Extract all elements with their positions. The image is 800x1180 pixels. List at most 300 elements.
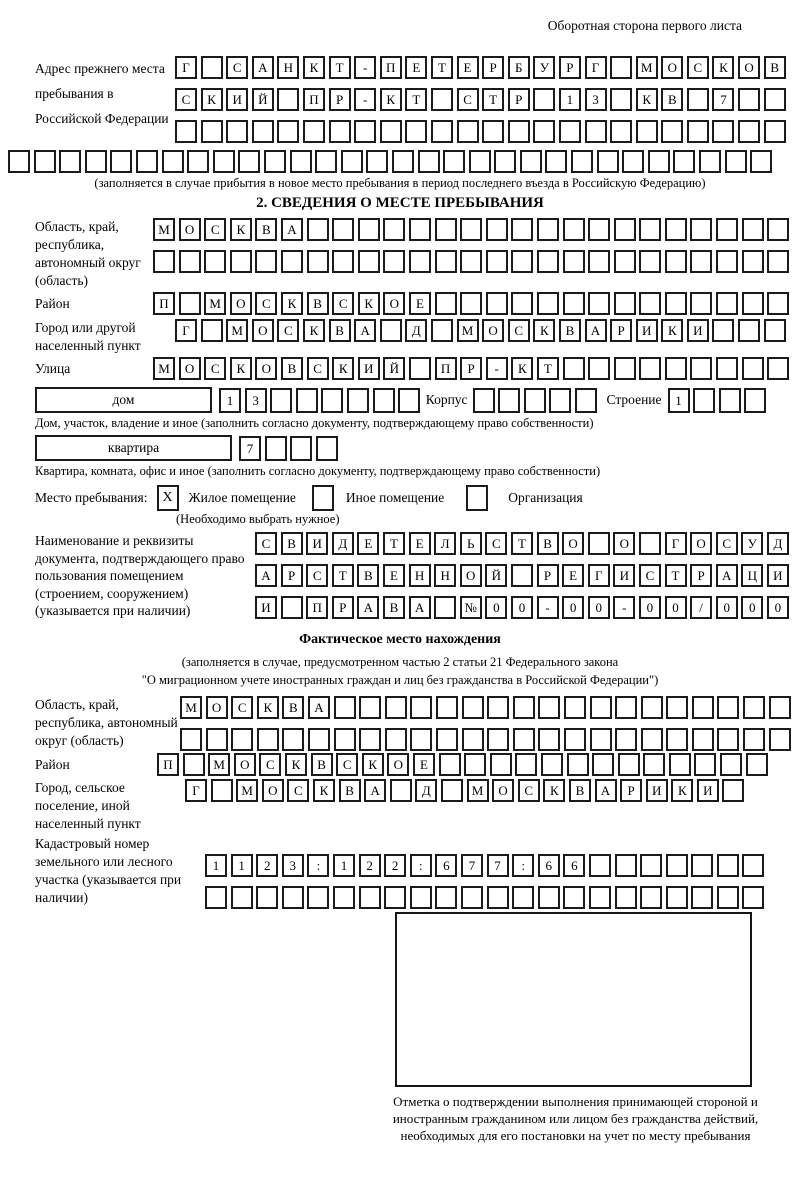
form-cell[interactable]: Т xyxy=(383,532,405,555)
form-cell[interactable]: О xyxy=(206,696,228,719)
form-cell[interactable] xyxy=(592,753,614,776)
form-cell[interactable]: В xyxy=(329,319,351,342)
form-cell[interactable] xyxy=(390,779,412,802)
form-cell[interactable]: К xyxy=(332,357,354,380)
form-cell[interactable] xyxy=(435,886,457,909)
form-cell[interactable]: Д xyxy=(767,532,789,555)
form-cell[interactable]: Б xyxy=(508,56,530,79)
form-cell[interactable]: С xyxy=(687,56,709,79)
form-cell[interactable]: К xyxy=(533,319,555,342)
form-cell[interactable]: К xyxy=(511,357,533,380)
form-cell[interactable]: О xyxy=(661,56,683,79)
form-cell[interactable]: Т xyxy=(329,56,351,79)
form-cell[interactable]: 7 xyxy=(487,854,509,877)
form-cell[interactable]: К xyxy=(201,88,223,111)
form-cell[interactable] xyxy=(380,319,402,342)
form-cell[interactable]: Ь xyxy=(460,532,482,555)
form-cell[interactable] xyxy=(717,728,739,751)
form-cell[interactable] xyxy=(742,854,764,877)
form-cell[interactable] xyxy=(435,250,457,273)
form-cell[interactable]: Р xyxy=(508,88,530,111)
form-cell[interactable]: К xyxy=(380,88,402,111)
form-cell[interactable] xyxy=(563,357,585,380)
form-cell[interactable] xyxy=(641,728,663,751)
form-cell[interactable]: О xyxy=(690,532,712,555)
form-cell[interactable]: 1 xyxy=(333,854,355,877)
form-cell[interactable]: 2 xyxy=(359,854,381,877)
form-cell[interactable] xyxy=(231,886,253,909)
form-cell[interactable] xyxy=(443,150,465,173)
form-cell[interactable]: Г xyxy=(185,779,207,802)
form-cell[interactable]: С xyxy=(307,357,329,380)
form-cell[interactable]: А xyxy=(585,319,607,342)
form-cell[interactable] xyxy=(410,886,432,909)
form-cell[interactable] xyxy=(643,753,665,776)
form-cell[interactable] xyxy=(486,218,508,241)
form-cell[interactable] xyxy=(281,596,303,619)
form-cell[interactable]: С xyxy=(306,564,328,587)
form-cell[interactable] xyxy=(462,728,484,751)
form-cell[interactable] xyxy=(738,319,760,342)
other-premises-checkbox[interactable] xyxy=(312,485,334,511)
form-cell[interactable] xyxy=(615,728,637,751)
form-cell[interactable] xyxy=(508,120,530,143)
form-cell[interactable] xyxy=(699,150,721,173)
form-cell[interactable] xyxy=(359,696,381,719)
form-cell[interactable] xyxy=(110,150,132,173)
form-cell[interactable]: Т xyxy=(511,532,533,555)
form-cell[interactable] xyxy=(175,120,197,143)
form-cell[interactable] xyxy=(743,728,765,751)
form-cell[interactable] xyxy=(490,753,512,776)
form-cell[interactable] xyxy=(742,292,764,315)
form-cell[interactable]: В xyxy=(281,532,303,555)
form-cell[interactable] xyxy=(767,357,789,380)
form-cell[interactable]: Л xyxy=(434,532,456,555)
form-cell[interactable]: Р xyxy=(690,564,712,587)
form-cell[interactable] xyxy=(622,150,644,173)
form-cell[interactable]: М xyxy=(636,56,658,79)
form-cell[interactable]: С xyxy=(639,564,661,587)
form-cell[interactable] xyxy=(211,779,233,802)
form-cell[interactable] xyxy=(742,886,764,909)
form-cell[interactable]: П xyxy=(306,596,328,619)
form-cell[interactable]: А xyxy=(308,696,330,719)
form-cell[interactable] xyxy=(641,696,663,719)
form-cell[interactable]: Н xyxy=(277,56,299,79)
form-cell[interactable]: С xyxy=(255,292,277,315)
form-cell[interactable] xyxy=(690,250,712,273)
form-cell[interactable] xyxy=(256,886,278,909)
form-cell[interactable] xyxy=(564,728,586,751)
form-cell[interactable] xyxy=(513,696,535,719)
form-cell[interactable] xyxy=(460,218,482,241)
form-cell[interactable] xyxy=(559,120,581,143)
form-cell[interactable] xyxy=(533,88,555,111)
form-cell[interactable]: П xyxy=(435,357,457,380)
form-cell[interactable] xyxy=(469,150,491,173)
form-cell[interactable]: С xyxy=(716,532,738,555)
form-cell[interactable]: - xyxy=(537,596,559,619)
form-cell[interactable]: Г xyxy=(585,56,607,79)
form-cell[interactable]: С xyxy=(204,357,226,380)
form-cell[interactable]: К xyxy=(543,779,565,802)
form-cell[interactable]: П xyxy=(380,56,402,79)
form-cell[interactable]: К xyxy=(712,56,734,79)
form-cell[interactable]: Т xyxy=(431,56,453,79)
form-cell[interactable] xyxy=(589,854,611,877)
form-cell[interactable]: С xyxy=(277,319,299,342)
form-cell[interactable] xyxy=(717,696,739,719)
form-cell[interactable] xyxy=(460,292,482,315)
form-cell[interactable]: В xyxy=(569,779,591,802)
form-cell[interactable] xyxy=(230,250,252,273)
form-cell[interactable] xyxy=(743,696,765,719)
form-cell[interactable]: Е xyxy=(409,532,431,555)
form-cell[interactable] xyxy=(691,854,713,877)
form-cell[interactable]: А xyxy=(357,596,379,619)
form-cell[interactable] xyxy=(482,120,504,143)
form-cell[interactable] xyxy=(673,150,695,173)
form-cell[interactable]: С xyxy=(457,88,479,111)
form-cell[interactable] xyxy=(290,150,312,173)
organization-checkbox[interactable] xyxy=(466,485,488,511)
form-cell[interactable]: С xyxy=(226,56,248,79)
form-cell[interactable]: С xyxy=(175,88,197,111)
form-cell[interactable] xyxy=(538,696,560,719)
form-cell[interactable] xyxy=(665,292,687,315)
form-cell[interactable] xyxy=(255,250,277,273)
form-cell[interactable] xyxy=(257,728,279,751)
form-cell[interactable] xyxy=(277,88,299,111)
form-cell[interactable] xyxy=(329,120,351,143)
form-cell[interactable] xyxy=(486,250,508,273)
form-cell[interactable] xyxy=(537,292,559,315)
form-cell[interactable]: И xyxy=(636,319,658,342)
form-cell[interactable]: С xyxy=(332,292,354,315)
form-cell[interactable]: В xyxy=(559,319,581,342)
form-cell[interactable] xyxy=(610,88,632,111)
form-cell[interactable]: 1 xyxy=(559,88,581,111)
form-cell[interactable]: П xyxy=(157,753,179,776)
form-cell[interactable]: О xyxy=(738,56,760,79)
form-cell[interactable] xyxy=(520,150,542,173)
form-cell[interactable]: В xyxy=(357,564,379,587)
form-cell[interactable]: О xyxy=(179,218,201,241)
form-cell[interactable] xyxy=(588,250,610,273)
form-cell[interactable] xyxy=(136,150,158,173)
form-cell[interactable]: Р xyxy=(460,357,482,380)
form-cell[interactable] xyxy=(719,388,741,413)
form-cell[interactable]: 0 xyxy=(716,596,738,619)
form-cell[interactable] xyxy=(767,218,789,241)
form-cell[interactable] xyxy=(588,532,610,555)
form-cell[interactable]: В xyxy=(255,218,277,241)
form-cell[interactable]: 0 xyxy=(767,596,789,619)
form-cell[interactable] xyxy=(590,696,612,719)
form-cell[interactable]: Е xyxy=(457,56,479,79)
form-cell[interactable]: В xyxy=(282,696,304,719)
form-cell[interactable] xyxy=(226,120,248,143)
form-cell[interactable]: Е xyxy=(409,292,431,315)
form-cell[interactable] xyxy=(281,250,303,273)
form-cell[interactable]: Р xyxy=(620,779,642,802)
form-cell[interactable] xyxy=(398,388,420,413)
form-cell[interactable]: О xyxy=(262,779,284,802)
form-cell[interactable]: Г xyxy=(588,564,610,587)
form-cell[interactable] xyxy=(308,728,330,751)
form-cell[interactable]: Г xyxy=(175,56,197,79)
form-cell[interactable] xyxy=(669,753,691,776)
form-cell[interactable] xyxy=(716,292,738,315)
form-cell[interactable] xyxy=(692,728,714,751)
form-cell[interactable] xyxy=(639,357,661,380)
form-cell[interactable] xyxy=(341,150,363,173)
form-cell[interactable]: А xyxy=(409,596,431,619)
form-cell[interactable] xyxy=(206,728,228,751)
form-cell[interactable] xyxy=(410,728,432,751)
form-cell[interactable] xyxy=(537,218,559,241)
form-cell[interactable] xyxy=(639,292,661,315)
form-cell[interactable] xyxy=(666,728,688,751)
form-cell[interactable]: 1 xyxy=(668,388,690,413)
form-cell[interactable] xyxy=(549,388,571,413)
form-cell[interactable] xyxy=(473,388,495,413)
form-cell[interactable]: Р xyxy=(329,88,351,111)
form-cell[interactable] xyxy=(588,218,610,241)
form-cell[interactable] xyxy=(597,150,619,173)
form-cell[interactable] xyxy=(636,120,658,143)
form-cell[interactable] xyxy=(409,250,431,273)
form-cell[interactable]: М xyxy=(226,319,248,342)
form-cell[interactable] xyxy=(59,150,81,173)
form-cell[interactable] xyxy=(716,250,738,273)
form-cell[interactable]: К xyxy=(362,753,384,776)
form-cell[interactable]: Д xyxy=(332,532,354,555)
form-cell[interactable]: 2 xyxy=(256,854,278,877)
form-cell[interactable] xyxy=(383,250,405,273)
form-cell[interactable]: О xyxy=(387,753,409,776)
form-cell[interactable] xyxy=(183,753,205,776)
form-cell[interactable]: Н xyxy=(434,564,456,587)
form-cell[interactable] xyxy=(434,596,456,619)
form-cell[interactable]: Т xyxy=(405,88,427,111)
form-cell[interactable] xyxy=(162,150,184,173)
form-cell[interactable]: С xyxy=(259,753,281,776)
form-cell[interactable]: - xyxy=(354,88,376,111)
form-cell[interactable] xyxy=(615,854,637,877)
form-cell[interactable] xyxy=(615,696,637,719)
form-cell[interactable] xyxy=(205,886,227,909)
form-cell[interactable] xyxy=(498,388,520,413)
form-cell[interactable] xyxy=(541,753,563,776)
form-cell[interactable] xyxy=(359,728,381,751)
form-cell[interactable]: А xyxy=(281,218,303,241)
form-cell[interactable] xyxy=(764,319,786,342)
form-cell[interactable]: У xyxy=(741,532,763,555)
form-cell[interactable]: 7 xyxy=(461,854,483,877)
form-cell[interactable] xyxy=(204,250,226,273)
form-cell[interactable] xyxy=(332,218,354,241)
form-cell[interactable] xyxy=(153,250,175,273)
form-cell[interactable]: : xyxy=(410,854,432,877)
form-cell[interactable] xyxy=(738,120,760,143)
form-cell[interactable] xyxy=(270,388,292,413)
form-cell[interactable] xyxy=(585,120,607,143)
form-cell[interactable] xyxy=(238,150,260,173)
form-cell[interactable] xyxy=(537,250,559,273)
form-cell[interactable]: С xyxy=(287,779,309,802)
form-cell[interactable] xyxy=(334,728,356,751)
form-cell[interactable] xyxy=(85,150,107,173)
form-cell[interactable]: И xyxy=(767,564,789,587)
form-cell[interactable] xyxy=(307,886,329,909)
form-cell[interactable] xyxy=(639,250,661,273)
form-cell[interactable] xyxy=(767,250,789,273)
form-cell[interactable] xyxy=(201,56,223,79)
form-cell[interactable]: К xyxy=(661,319,683,342)
form-cell[interactable]: В xyxy=(661,88,683,111)
form-cell[interactable]: 0 xyxy=(588,596,610,619)
form-cell[interactable]: А xyxy=(252,56,274,79)
form-cell[interactable] xyxy=(296,388,318,413)
form-cell[interactable] xyxy=(563,292,585,315)
form-cell[interactable]: Г xyxy=(665,532,687,555)
form-cell[interactable] xyxy=(742,218,764,241)
form-cell[interactable]: М xyxy=(153,357,175,380)
form-cell[interactable] xyxy=(746,753,768,776)
form-cell[interactable]: Ц xyxy=(741,564,763,587)
form-cell[interactable]: 6 xyxy=(435,854,457,877)
form-cell[interactable] xyxy=(716,218,738,241)
form-cell[interactable]: М xyxy=(467,779,489,802)
form-cell[interactable]: М xyxy=(180,696,202,719)
form-cell[interactable]: П xyxy=(153,292,175,315)
form-cell[interactable] xyxy=(213,150,235,173)
form-cell[interactable] xyxy=(511,292,533,315)
form-cell[interactable] xyxy=(264,150,286,173)
form-cell[interactable]: И xyxy=(646,779,668,802)
form-cell[interactable]: В xyxy=(764,56,786,79)
form-cell[interactable] xyxy=(742,250,764,273)
form-cell[interactable]: В xyxy=(537,532,559,555)
form-cell[interactable] xyxy=(282,728,304,751)
form-cell[interactable]: В xyxy=(339,779,361,802)
form-cell[interactable]: Й xyxy=(383,357,405,380)
form-cell[interactable]: 0 xyxy=(511,596,533,619)
form-cell[interactable]: М xyxy=(204,292,226,315)
form-cell[interactable]: М xyxy=(153,218,175,241)
form-cell[interactable]: 6 xyxy=(563,854,585,877)
form-cell[interactable] xyxy=(563,218,585,241)
form-cell[interactable] xyxy=(418,150,440,173)
form-cell[interactable]: / xyxy=(690,596,712,619)
form-cell[interactable]: И xyxy=(358,357,380,380)
form-cell[interactable] xyxy=(725,150,747,173)
form-cell[interactable]: 3 xyxy=(245,388,267,413)
form-cell[interactable] xyxy=(640,854,662,877)
form-cell[interactable] xyxy=(648,150,670,173)
form-cell[interactable]: Й xyxy=(252,88,274,111)
form-cell[interactable] xyxy=(409,357,431,380)
form-cell[interactable]: И xyxy=(226,88,248,111)
form-cell[interactable] xyxy=(347,388,369,413)
form-cell[interactable] xyxy=(303,120,325,143)
form-cell[interactable] xyxy=(439,753,461,776)
form-cell[interactable]: 0 xyxy=(665,596,687,619)
form-cell[interactable]: Р xyxy=(281,564,303,587)
form-cell[interactable]: 0 xyxy=(485,596,507,619)
form-cell[interactable] xyxy=(334,696,356,719)
form-cell[interactable] xyxy=(764,88,786,111)
form-cell[interactable]: : xyxy=(307,854,329,877)
form-cell[interactable] xyxy=(231,728,253,751)
form-cell[interactable]: И xyxy=(687,319,709,342)
form-cell[interactable] xyxy=(460,250,482,273)
form-cell[interactable] xyxy=(201,319,223,342)
form-cell[interactable] xyxy=(615,886,637,909)
form-cell[interactable] xyxy=(462,696,484,719)
form-cell[interactable] xyxy=(179,250,201,273)
form-cell[interactable]: 0 xyxy=(741,596,763,619)
form-cell[interactable] xyxy=(722,779,744,802)
form-cell[interactable]: С xyxy=(508,319,530,342)
form-cell[interactable]: К xyxy=(230,357,252,380)
form-cell[interactable] xyxy=(461,886,483,909)
form-cell[interactable]: С xyxy=(518,779,540,802)
form-cell[interactable]: Г xyxy=(175,319,197,342)
form-cell[interactable] xyxy=(640,886,662,909)
form-cell[interactable]: 1 xyxy=(219,388,241,413)
form-cell[interactable]: С xyxy=(336,753,358,776)
form-cell[interactable]: Т xyxy=(665,564,687,587)
form-cell[interactable]: Д xyxy=(405,319,427,342)
form-cell[interactable]: Й xyxy=(485,564,507,587)
form-cell[interactable] xyxy=(767,292,789,315)
form-cell[interactable]: К xyxy=(230,218,252,241)
form-cell[interactable]: К xyxy=(257,696,279,719)
form-cell[interactable]: 3 xyxy=(585,88,607,111)
form-cell[interactable]: О xyxy=(179,357,201,380)
form-cell[interactable] xyxy=(435,292,457,315)
form-cell[interactable]: Е xyxy=(405,56,427,79)
form-cell[interactable] xyxy=(533,120,555,143)
form-cell[interactable]: 0 xyxy=(562,596,584,619)
form-cell[interactable]: 1 xyxy=(231,854,253,877)
form-cell[interactable] xyxy=(738,88,760,111)
form-cell[interactable] xyxy=(666,854,688,877)
form-cell[interactable] xyxy=(511,250,533,273)
form-cell[interactable] xyxy=(436,696,458,719)
form-cell[interactable] xyxy=(666,886,688,909)
form-cell[interactable] xyxy=(333,886,355,909)
form-cell[interactable] xyxy=(690,292,712,315)
form-cell[interactable] xyxy=(180,728,202,751)
form-cell[interactable]: К xyxy=(285,753,307,776)
form-cell[interactable] xyxy=(511,564,533,587)
form-cell[interactable] xyxy=(385,728,407,751)
form-cell[interactable] xyxy=(277,120,299,143)
form-cell[interactable] xyxy=(692,696,714,719)
form-cell[interactable]: И xyxy=(306,532,328,555)
form-cell[interactable]: 2 xyxy=(384,854,406,877)
form-cell[interactable]: В xyxy=(281,357,303,380)
form-cell[interactable] xyxy=(487,728,509,751)
form-cell[interactable] xyxy=(494,150,516,173)
form-cell[interactable] xyxy=(575,388,597,413)
form-cell[interactable] xyxy=(431,120,453,143)
form-cell[interactable] xyxy=(610,120,632,143)
